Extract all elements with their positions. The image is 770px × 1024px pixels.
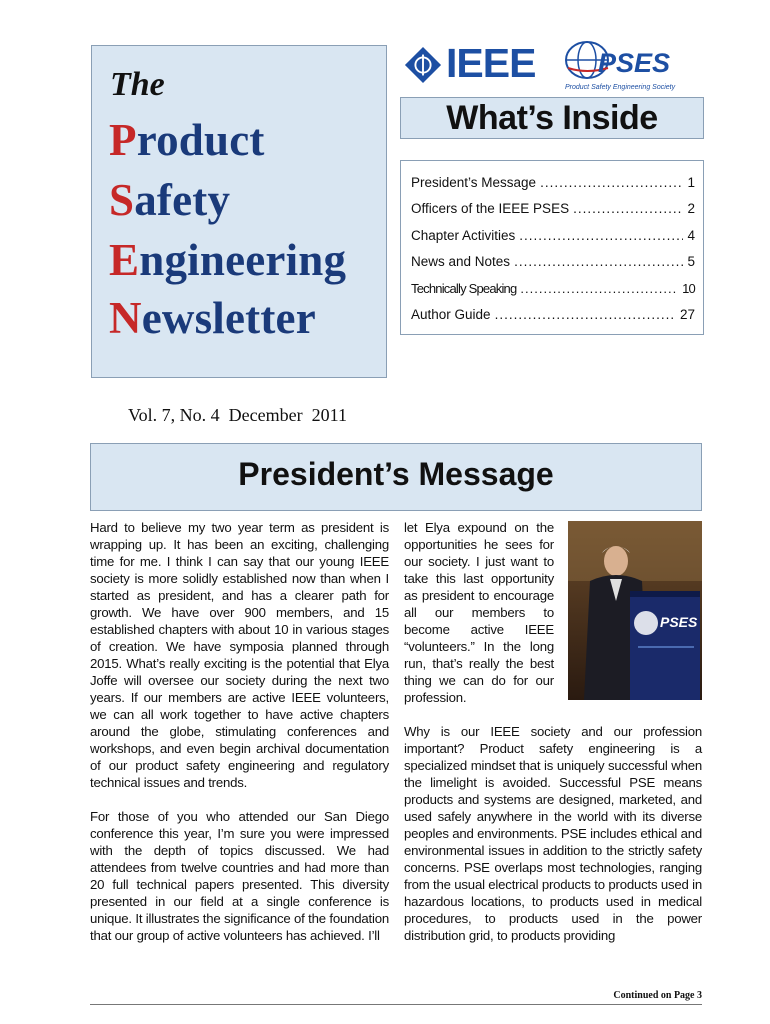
article-header <box>90 443 702 511</box>
article-paragraph: Hard to believe my two year term as president is wrapping up. It has been an exciting, challenging time for me. I think I can say that our young IEEE society is more solidly established now than when I started as president, and has a clearer path for growth. We have over 900 members, and 15 established chapters with about 10 in various stages of creation. We have symposia planned through 2015. What’s really exciting is the potential that Elya Joffe will oversee our society during the next two years. If our members are active IEEE volunteers, we can all work together to have active chapters around the globe, stimulating conferences and workshops, and even begin archival documentation of our product safety engineering and regulatory technical issues and trends. <box>90 520 389 790</box>
toc-item[interactable]: President’s Message ..... 1 <box>411 175 695 190</box>
issue-info: Vol. 7, No. 4 December 2011 <box>128 405 347 425</box>
continued-note[interactable]: Continued on Page 3 <box>613 990 702 1001</box>
pses-wordmark: PSES <box>598 48 671 78</box>
masthead-line-product: Product <box>109 115 265 165</box>
pses-logo <box>563 40 698 96</box>
toc-leader <box>540 175 683 190</box>
toc-item[interactable]: Chapter Activities ..... 4 <box>411 228 695 243</box>
article-column-left <box>90 519 389 961</box>
masthead-the: The <box>110 66 165 103</box>
masthead-line-newsletter: Newsletter <box>109 293 316 343</box>
toc-item[interactable]: Officers of the IEEE PSES ..... 2 <box>411 201 695 216</box>
whats-inside-header <box>400 97 704 139</box>
toc-item[interactable]: Technically Speaking ..... 10 <box>411 281 695 296</box>
whats-inside-title: What’s Inside <box>446 99 658 137</box>
podium-pses-text: PSES <box>660 614 698 630</box>
article-title: President’s Message <box>238 456 554 492</box>
toc-leader <box>573 201 683 216</box>
toc-leader <box>519 228 683 243</box>
pses-subtitle: Product Safety Engineering Society <box>565 84 676 91</box>
masthead-line-safety: Safety <box>109 175 231 225</box>
president-photo <box>568 521 702 700</box>
ieee-diamond-icon <box>404 46 442 84</box>
toc-leader <box>514 254 683 269</box>
table-of-contents <box>400 160 704 335</box>
bottom-divider <box>90 1004 702 1005</box>
article-paragraph: For those of you who attended our San Diego conference this year, I’m sure you were impressed with the depth of topics discussed. We had attendees from twelve countries and had more than 20 full technical papers presented. This diversity presented in our field at a single conference is unique. It illustrates the significance of the foundation that our group of active volunteers has achieved. I’ll <box>90 809 389 943</box>
toc-leader <box>520 281 678 296</box>
article-column-right-top <box>404 519 554 706</box>
masthead-line-engineering: Engineering <box>109 235 347 285</box>
masthead-box <box>91 45 387 378</box>
toc-item[interactable]: News and Notes ..... 5 <box>411 254 695 269</box>
ieee-wordmark: IEEE <box>446 40 536 86</box>
article-column-right <box>404 723 702 944</box>
toc-item[interactable]: Author Guide ..... 27 <box>411 307 695 322</box>
toc-leader <box>495 307 676 322</box>
ieee-logo <box>404 40 554 90</box>
article-paragraph: Why is our IEEE society and our profession important? Product safety engineering is a specialized mindset that is uniquely successful when the limelight is avoided. Successful PSE means products and systems are designed, marketed, and used safely anywhere in the world with its diverse peoples and environments. PSE includes ethical and environmental issues in addition to the strictly safety concerns. PSE overlaps most technologies, ranging from the usual electrical products to products used in hazardous locations, to products used in medical procedures, to products used in the power distribution grid, to products providing <box>404 724 702 943</box>
article-paragraph: let Elya expound on the opportunities he sees for our society. I just want to take this last opportunity as president to encourage all our members to become active IEEE “volunteers.” In the long run, that’s really the best thing we can do for our profession. <box>404 520 554 705</box>
